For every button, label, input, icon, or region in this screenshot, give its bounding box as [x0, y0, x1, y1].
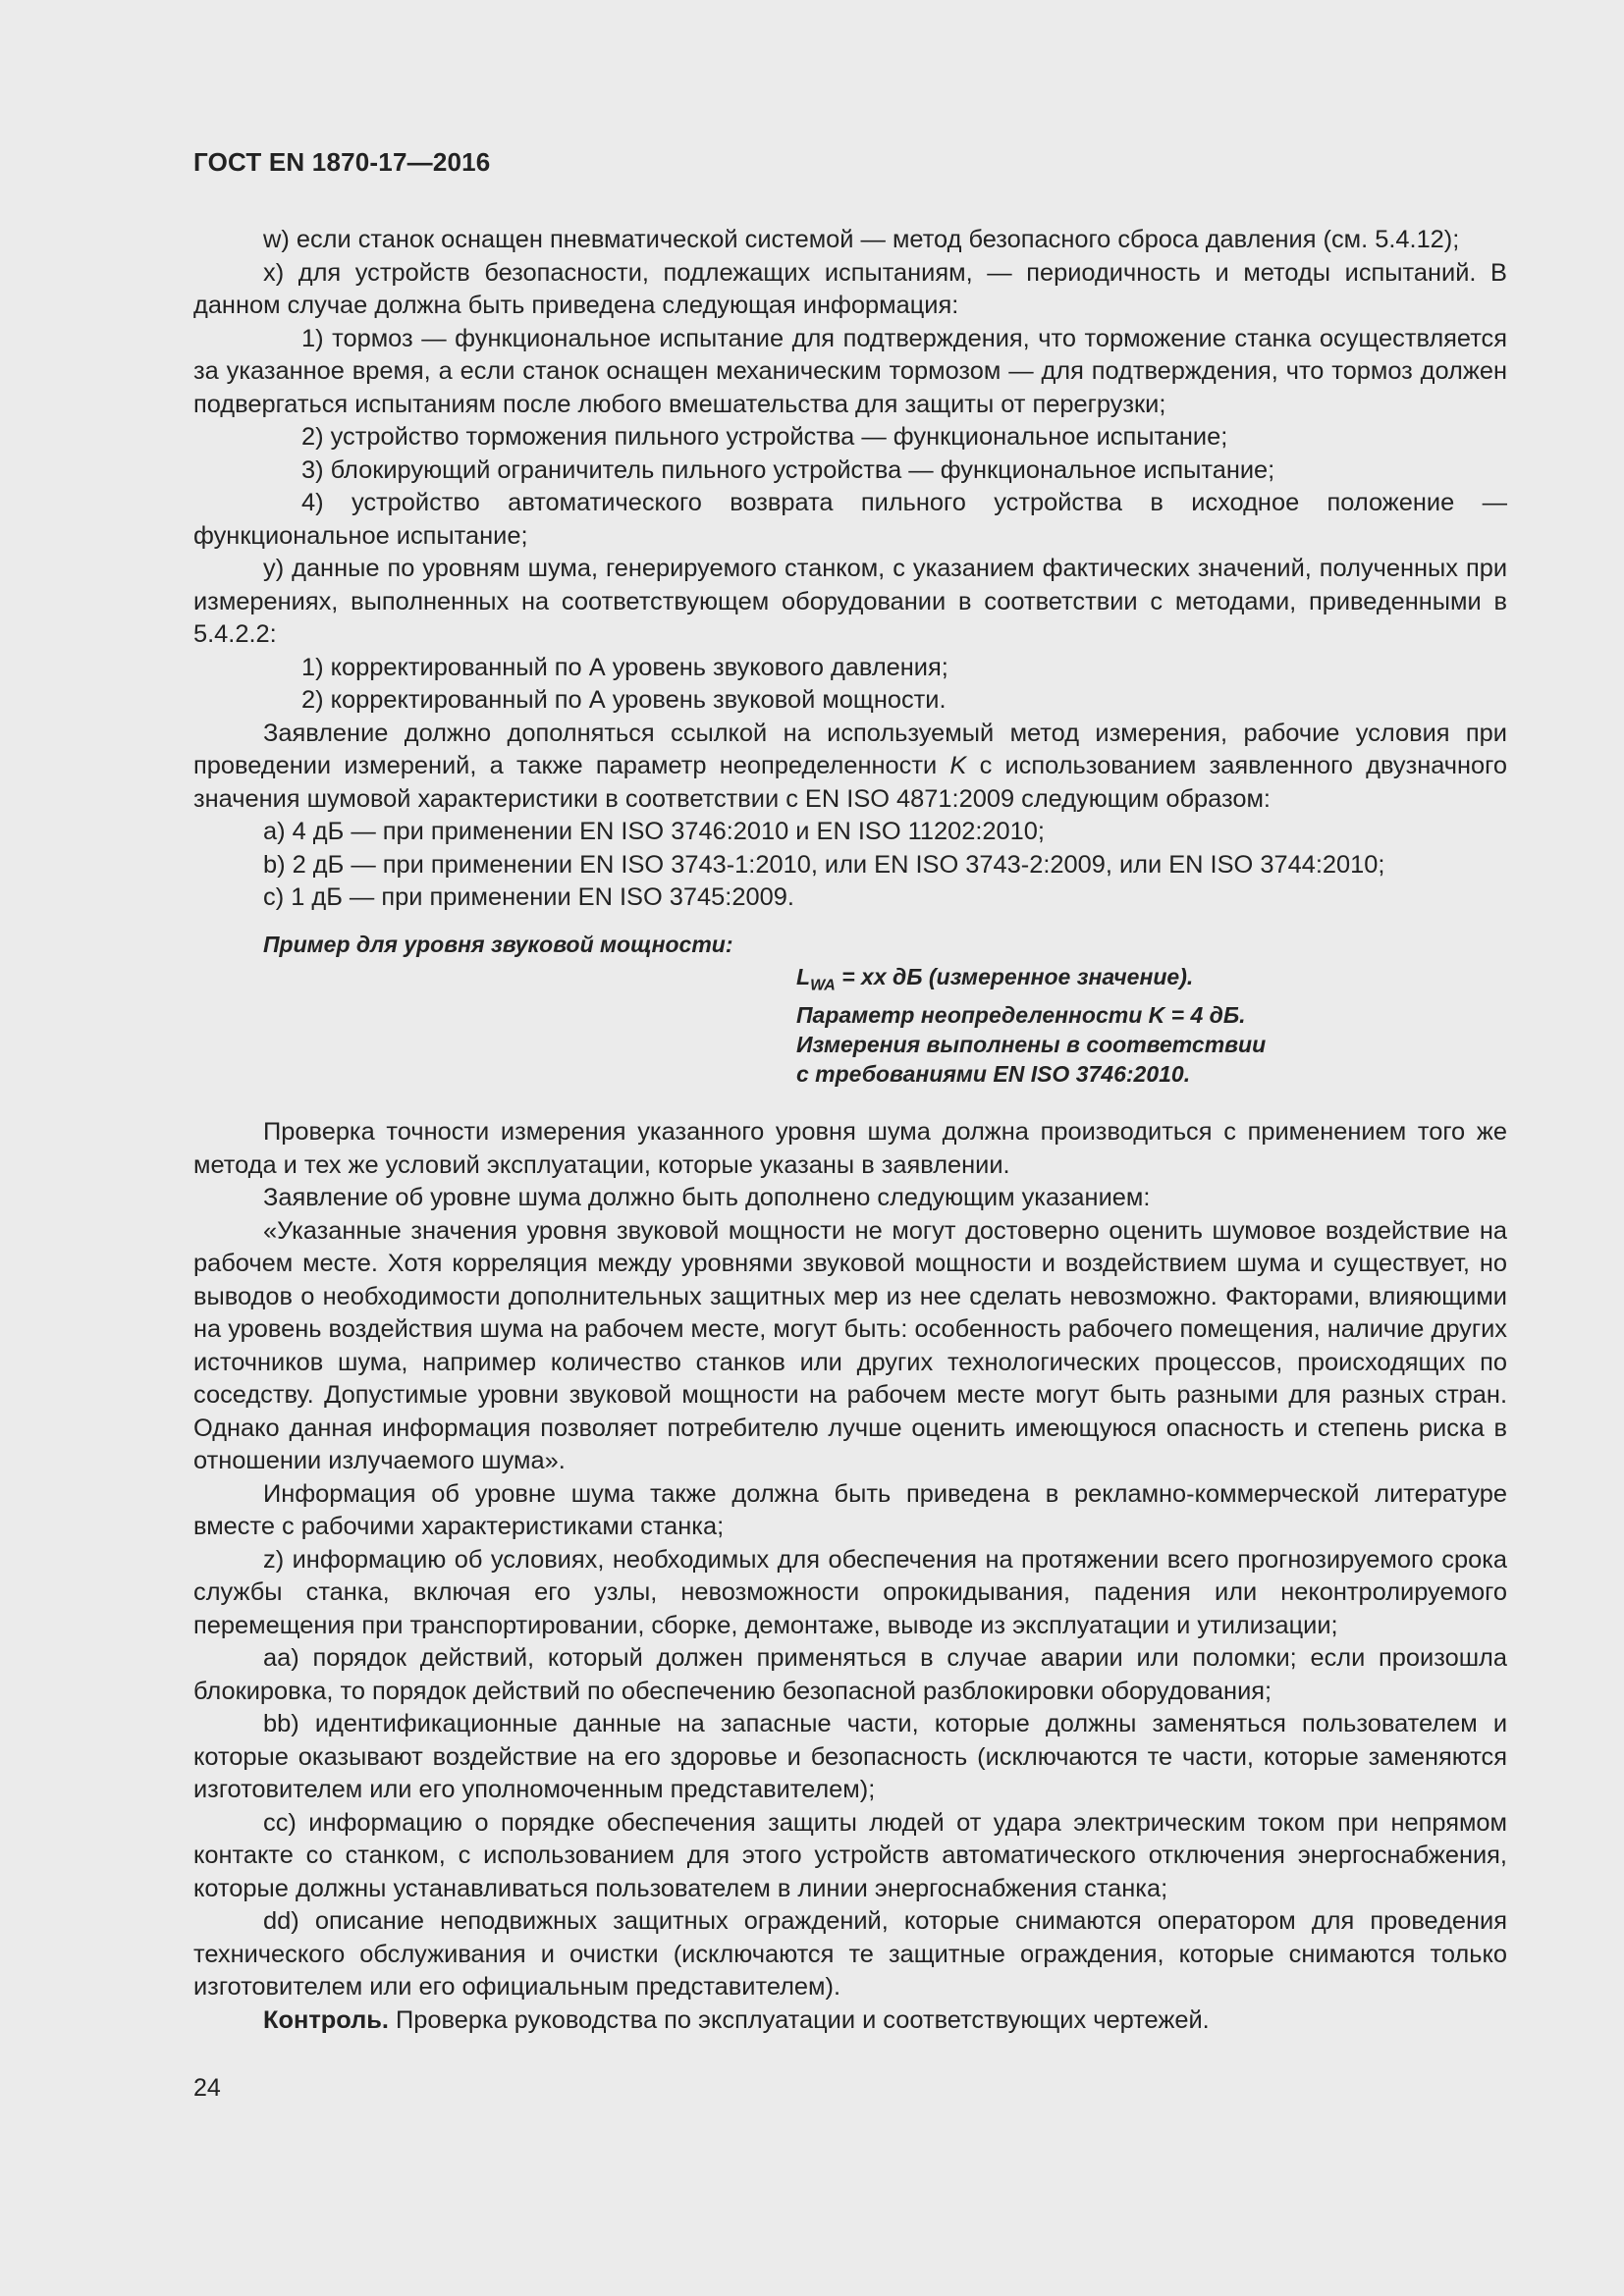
control-label: Контроль. [263, 2005, 389, 2034]
paragraphs-bottom [193, 1116, 1507, 2004]
document-body [193, 224, 1507, 2037]
paragraph: w) если станок оснащен пневматической системой — метод безопасного сброса давления (см. 5.4.12); [263, 226, 1460, 253]
example-line-4: с требованиями EN ISO 3746:2010. [796, 1061, 1191, 1088]
paragraph: z) информацию об условиях, необходимых для обеспечения на протяжении всего прогнозируемого срока службы станка, включая его узлы, невозможности опрокидывания, падения или неконтролируемого перемещения при транспортировании, сборке, демонтаже, выводе из эксплуатации и утилизации; [193, 1545, 1507, 1639]
document-header: ГОСТ EN 1870-17—2016 [193, 147, 491, 177]
paragraph: aa) порядок действий, который должен применяться в случае аварии или поломки; если произошла блокировка, то порядок действий по обеспечению безопасной разблокировки оборудования; [193, 1644, 1507, 1705]
paragraph: c) 1 дБ — при применении EN ISO 3745:2009. [263, 883, 794, 911]
paragraph: Заявление об уровне шума должно быть дополнено следующим указанием: [263, 1184, 1151, 1212]
example-line-3: Измерения выполнены в соответствии [796, 1032, 1267, 1058]
paragraph: 1) тормоз — функциональное испытание для подтверждения, что торможение станка осуществляется за указанное время, а если станок оснащен механическим тормозом — для подтверждения, что тормоз должен подвергаться испытаниям после любого вмешательства для защиты от перегрузки; [193, 324, 1507, 418]
paragraph: Проверка точности измерения указанного уровня шума должна производиться с применением того же метода и тех же условий эксплуатации, которые указаны в заявлении. [193, 1118, 1507, 1179]
k-symbol: K [949, 752, 967, 779]
paragraph: b) 2 дБ — при применении EN ISO 3743-1:2010, или EN ISO 3743-2:2009, или EN ISO 3744:2010; [263, 850, 1385, 879]
paragraph: 2) корректированный по А уровень звуковой мощности. [301, 686, 947, 714]
paragraph: Информация об уровне шума также должна быть приведена в рекламно-коммерческой литературе вместе с рабочими характеристиками станка; [193, 1479, 1507, 1541]
paragraph: x) для устройств безопасности, подлежащих испытаниям, — периодичность и методы испытаний. В данном случае должна быть приведена следующая информация: [193, 258, 1507, 319]
declaration-paragraph: Заявление должно дополняться ссылкой на используемый метод измерения, рабочие условия при проведении измерений, а также параметр неопределенности K с использованием заявленного двузначного значения шумовой характеристики в соответствии с EN ISO 4871:2009 следующим образом: [193, 719, 1507, 813]
example-block [796, 962, 1507, 1090]
control-paragraph: Контроль. Проверка руководства по эксплуатации и соответствующих чертежей. [263, 2005, 1210, 2034]
example-line-2: Параметр неопределенности K = 4 дБ. [796, 1002, 1246, 1029]
paragraph: cc) информацию о порядке обеспечения защиты людей от удара электрическим током при непрямом контакте со станком, с использованием для этого устройств автоматического отключения энергоснабжения, которые должны устанавливаться пользователем в линии энергоснабжения станка; [193, 1808, 1507, 1902]
page-number: 24 [193, 2074, 221, 2102]
paragraphs-top [193, 224, 1507, 718]
example-line-1: $L_{WA}$ = xx дБ (измеренное значение). [796, 963, 1194, 994]
paragraph: y) данные по уровням шума, генерируемого станком, с указанием фактических значений, полученных при измерениях, выполненных на соответствующем оборудовании в соответствии с методами, приведенными в 5.4.2.2: [193, 555, 1507, 648]
paragraph: «Указанные значения уровня звуковой мощности не могут достоверно оценить шумовое воздействие на рабочем месте. Хотя корреляция между уровнями звуковой мощности и воздействием шума и существует, но выводов о необходимости дополнительных защитных мер из нее сделать невозможно. Факторами, влияющими на уровень воздействия шума на рабочем месте, могут быть: особенность рабочего помещения, наличие других источников шума, например количество станков или других технологических процессов, происходящих по соседству. Допустимые уровни звуковой мощности на рабочем месте могут быть разными для разных стран. Однако данная информация позволяет потребителю лучше оценить имеющуюся опасность и степень риска в отношении излучаемого шума». [193, 1216, 1507, 1475]
paragraph: a) 4 дБ — при применении EN ISO 3746:2010 и EN ISO 11202:2010; [263, 818, 1045, 845]
paragraph: dd) описание неподвижных защитных ограждений, которые снимаются оператором для проведения технического обслуживания и очистки (исключаются те защитные ограждения, которые снимаются только изготовителем или его официальным представителем). [193, 1907, 1507, 2002]
options-list [193, 816, 1507, 915]
paragraph: bb) идентификационные данные на запасные части, которые должны заменяться пользователем и которые оказывают воздействие на его здоровье и безопасность (исключаются те части, которые заменяются изготовителем или его уполномоченным представителем); [193, 1710, 1507, 1804]
paragraph: 3) блокирующий ограничитель пильного устройства — функциональное испытание; [301, 455, 1275, 484]
paragraph: 1) корректированный по А уровень звукового давления; [301, 653, 948, 681]
example-title: Пример для уровня звуковой мощности: [263, 931, 733, 957]
paragraph: 4) устройство автоматического возврата пильного устройства в исходное положение — функциональное испытание; [193, 489, 1507, 550]
paragraph: 2) устройство торможения пильного устройства — функциональное испытание; [301, 423, 1228, 451]
